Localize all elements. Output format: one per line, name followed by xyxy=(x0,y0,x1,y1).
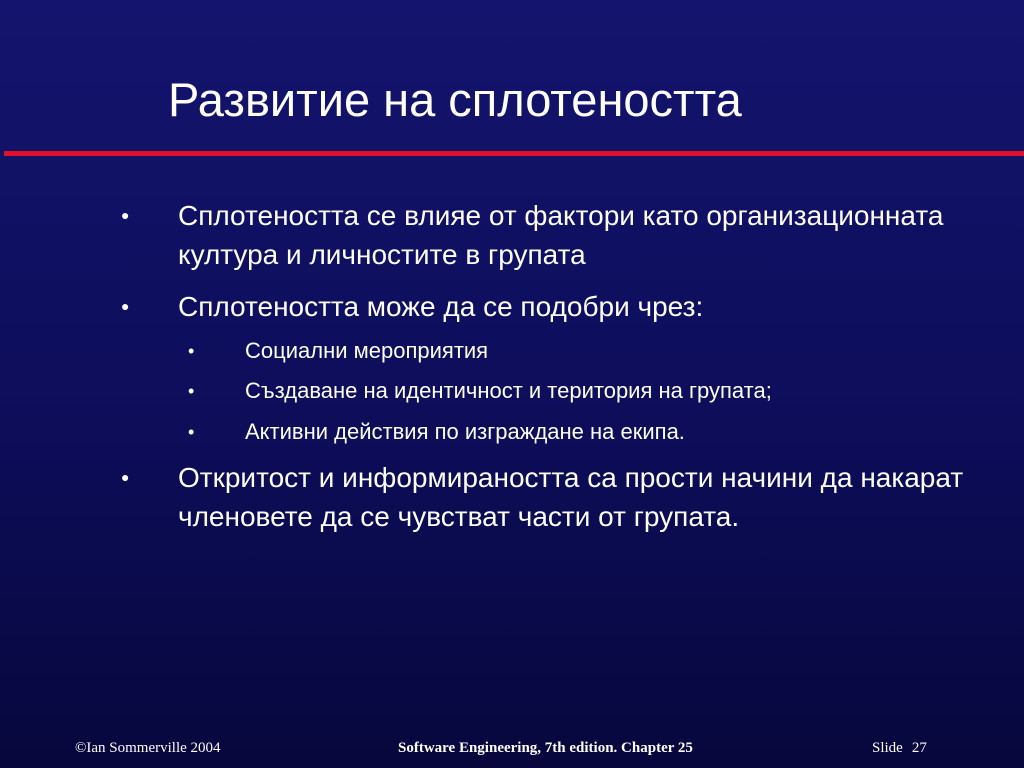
sub-bullet-dot-icon: • xyxy=(188,422,195,442)
sub-bullet-dot-icon: • xyxy=(188,381,195,401)
sub-bullet-text: Създаване на идентичност и територия на групата; xyxy=(245,378,772,403)
sub-bullet-dot-icon: • xyxy=(188,341,195,361)
sub-bullet-item xyxy=(188,417,1005,447)
footer-copyright: ©Ian Sommerville 2004 xyxy=(75,740,221,756)
sub-bullet-text: Активни действия по изграждане на екипа. xyxy=(245,419,685,444)
bullet-item xyxy=(121,287,998,326)
bullet-dot-icon: ● xyxy=(121,207,130,223)
sub-bullet-item xyxy=(188,336,1005,366)
sub-bullet-text: Социални мероприятия xyxy=(245,338,489,363)
bullet-text: Откритост и информираността са прости начини да накарат членовете да се чувстват части от групата. xyxy=(178,462,964,532)
slide-number: 27 xyxy=(911,740,927,756)
bullet-dot-icon: ● xyxy=(121,298,130,314)
bullet-item xyxy=(121,196,998,274)
slide-label: Slide xyxy=(872,740,903,756)
bullet-text: Сплотеността може да се подобри чрез: xyxy=(178,291,704,322)
bullet-dot-icon: ● xyxy=(121,469,130,485)
footer-slide-number xyxy=(872,737,927,759)
slide-title: Развитие на сплотеността xyxy=(168,73,742,126)
sub-bullet-item xyxy=(188,376,1005,406)
bullet-text: Сплотеността се влияе от фактори като организационната култура и личностите в групата xyxy=(178,200,944,270)
bullet-item xyxy=(121,458,968,536)
footer-book-title: Software Engineering, 7th edition. Chapter 25 xyxy=(398,740,693,756)
